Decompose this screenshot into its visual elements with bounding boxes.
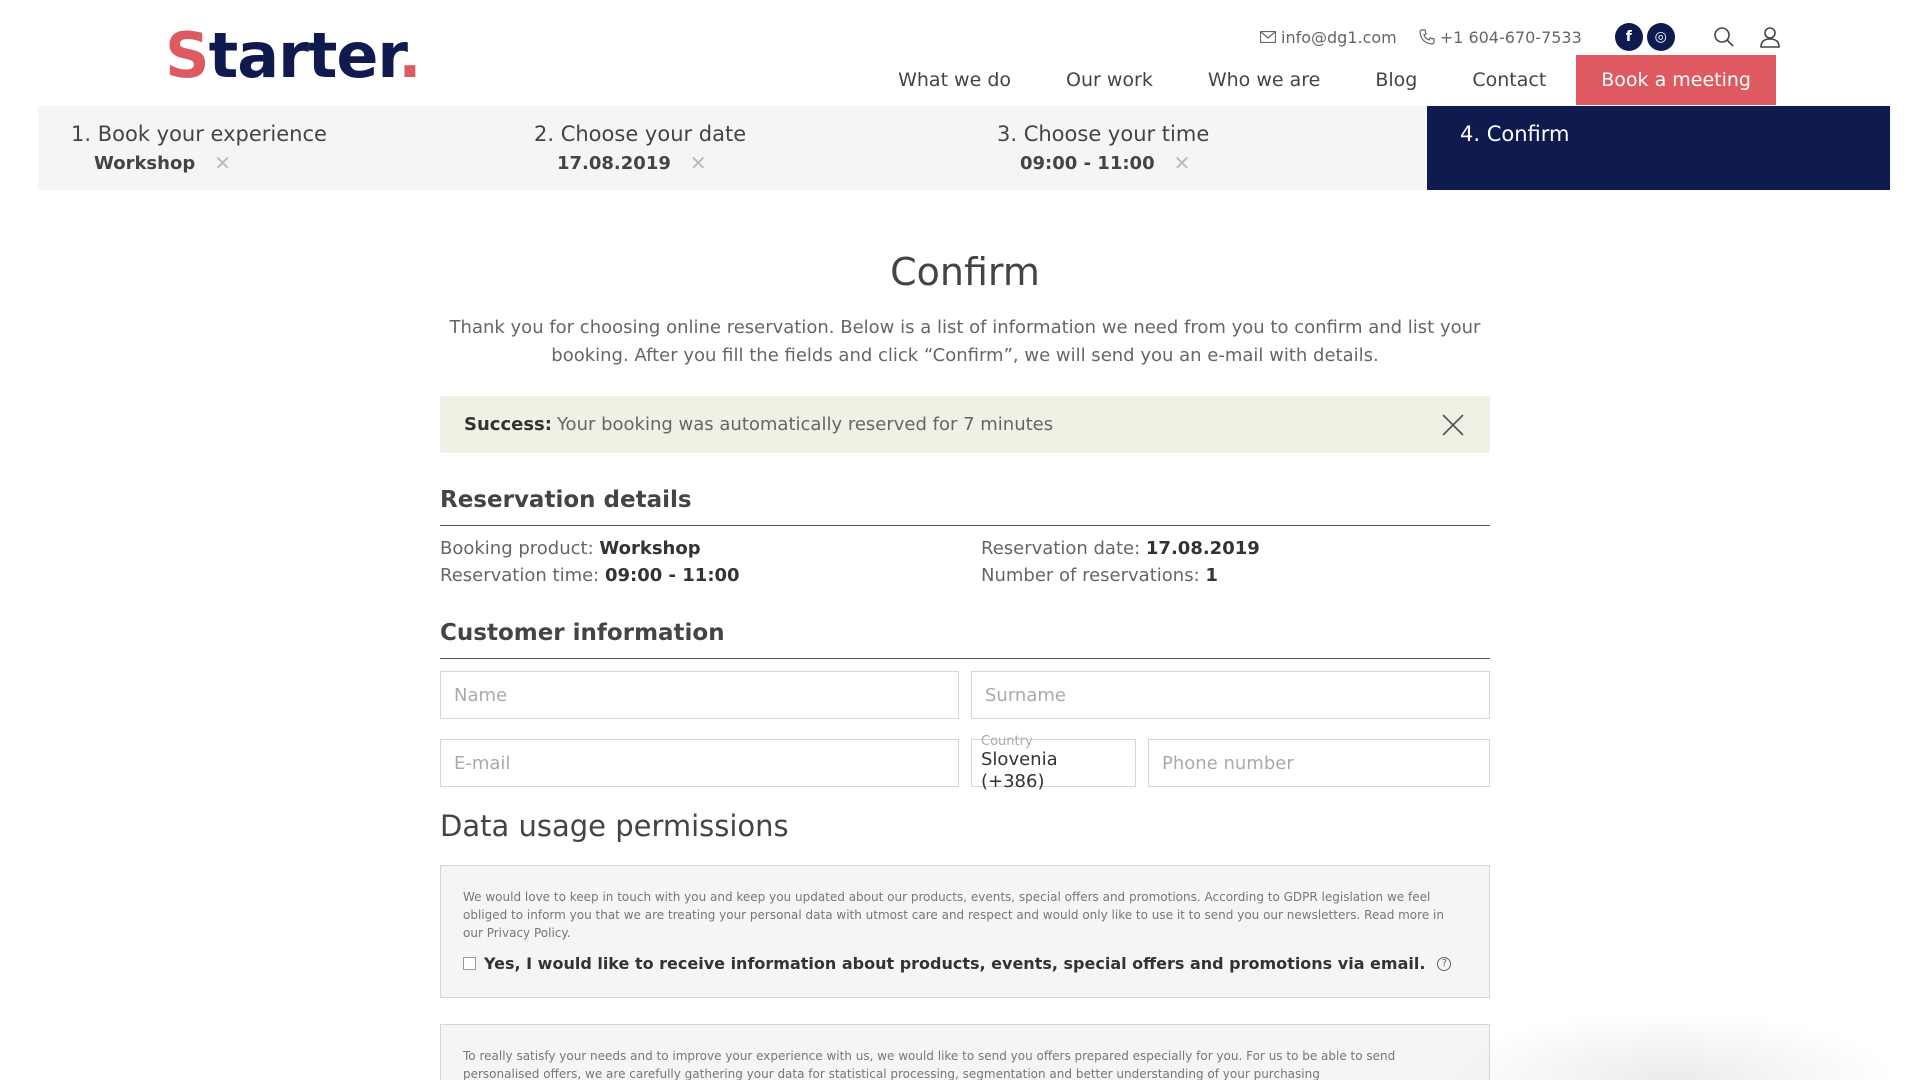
step-book-experience[interactable] [38,106,501,190]
reservation-date [981,538,1490,559]
placeholder: Name [454,684,508,706]
mail-icon [1260,31,1276,43]
phone-text: +1 604-670-7533 [1439,27,1582,47]
number-of-reservations [981,565,1490,586]
step-value [997,151,1427,175]
data-permissions-title: Data usage permissions [440,809,789,843]
booking-steps [38,106,1891,190]
alert-label: Success: [464,414,552,435]
country-label: Country [981,733,1033,749]
help-icon[interactable]: ? [1437,957,1451,971]
newsletter-checkbox[interactable] [463,957,476,970]
step-choose-time[interactable] [964,106,1427,190]
topbar [1260,22,1801,52]
instagram-icon[interactable]: ◎ [1647,23,1675,51]
detail-value: 17.08.2019 [1145,538,1260,559]
phone-field[interactable] [1148,739,1490,787]
user-icon[interactable] [1755,22,1785,52]
intro-line: booking. After you fill the fields and click “Confirm”, we will send you an e-mail with details. [551,345,1379,366]
detail-label: Reservation time: [440,565,600,586]
phone-icon [1419,29,1435,45]
confirm-section [440,250,1490,1080]
nav-item-who-we-are[interactable]: Who we are [1207,69,1321,91]
intro-text [440,314,1490,370]
step-title: 2. Choose your date [534,122,747,146]
page-title: Confirm [890,250,1040,294]
reservation-details [440,538,1490,586]
logo-dot: . [398,19,421,92]
remove-icon[interactable]: ✕ [214,151,231,175]
name-field[interactable] [440,671,959,719]
alert-text: Your booking was automatically reserved for 7 minutes [556,414,1054,435]
contact-row [440,733,1490,792]
step-confirm[interactable] [1427,106,1890,190]
name-row [440,671,1490,719]
country-value: Slovenia (+386) [981,748,1058,792]
nav-item-our-work[interactable]: Our work [1066,69,1153,91]
step-choose-date[interactable] [501,106,964,190]
detail-label: Booking product: [440,538,594,559]
detail-label: Number of reservations: [981,565,1200,586]
detail-value: 1 [1205,565,1218,586]
placeholder: E-mail [454,752,511,774]
step-title: 4. Confirm [1460,122,1570,146]
bottom-shadow [1440,1010,1900,1080]
logo-text: tarter [208,19,399,92]
step-value [534,151,964,175]
search-icon[interactable] [1709,22,1739,52]
detail-label: Reservation date: [981,538,1141,559]
reservation-details-title: Reservation details [440,487,1490,526]
detail-value: Workshop [599,538,701,559]
booking-product [440,538,981,559]
detail-value: 09:00 - 11:00 [604,565,740,586]
logo-s: S [165,19,209,92]
step-title: 1. Book your experience [71,122,327,146]
customer-information-title: Customer information [440,620,1490,659]
placeholder: Surname [985,684,1066,706]
social-links [1615,23,1679,51]
success-alert [440,396,1490,453]
intro-line: Thank you for choosing online reservation. Below is a list of information we need from you to confirm and list your [449,317,1481,338]
step-value-text: Workshop [94,152,196,174]
phone-link[interactable] [1419,28,1582,47]
email-text: info@dg1.com [1281,27,1397,47]
step-title: 3. Choose your time [997,122,1210,146]
step-value-text: 09:00 - 11:00 [1020,152,1155,174]
permission-text: To really satisfy your needs and to improve your experience with us, we would like to send you offers prepared especially for you. For us to be able to send personalised offers, we are carefully gathering your data for statistical processing, segmentation and better understanding of your purchasing [463,1049,1396,1080]
nav-item-contact[interactable]: Contact [1472,69,1547,91]
close-icon[interactable] [1440,412,1466,438]
logo[interactable] [165,20,421,92]
checkbox-label[interactable]: Yes, I would like to receive information about products, events, special offers and promotions via email. [484,954,1426,973]
newsletter-permission [440,865,1490,998]
step-value [71,151,501,175]
country-select[interactable] [971,733,1136,792]
reservation-time [440,565,981,586]
nav-item-blog[interactable]: Blog [1375,69,1418,91]
main-nav [843,55,1776,105]
remove-icon[interactable]: ✕ [1173,151,1191,175]
book-meeting-button[interactable]: Book a meeting [1576,55,1776,105]
placeholder: Phone number [1162,752,1294,774]
personalisation-permission [440,1024,1490,1080]
site-header [0,0,1920,106]
nav-item-what-we-do[interactable]: What we do [898,69,1012,91]
email-link[interactable] [1260,28,1397,47]
permission-text: We would love to keep in touch with you and keep you updated about our products, events, special offers and promotions. According to GDPR legislation we feel obliged to inform you that we are treating your personal data with utmost care and respect and would only like to use it to send you our newsletters. Read more in our Privacy Policy. [463,890,1444,940]
newsletter-consent [463,954,1467,973]
email-field[interactable] [440,739,959,787]
surname-field[interactable] [971,671,1490,719]
step-value-text: 17.08.2019 [557,152,671,174]
facebook-icon[interactable]: f [1615,23,1643,51]
remove-icon[interactable]: ✕ [689,151,707,175]
